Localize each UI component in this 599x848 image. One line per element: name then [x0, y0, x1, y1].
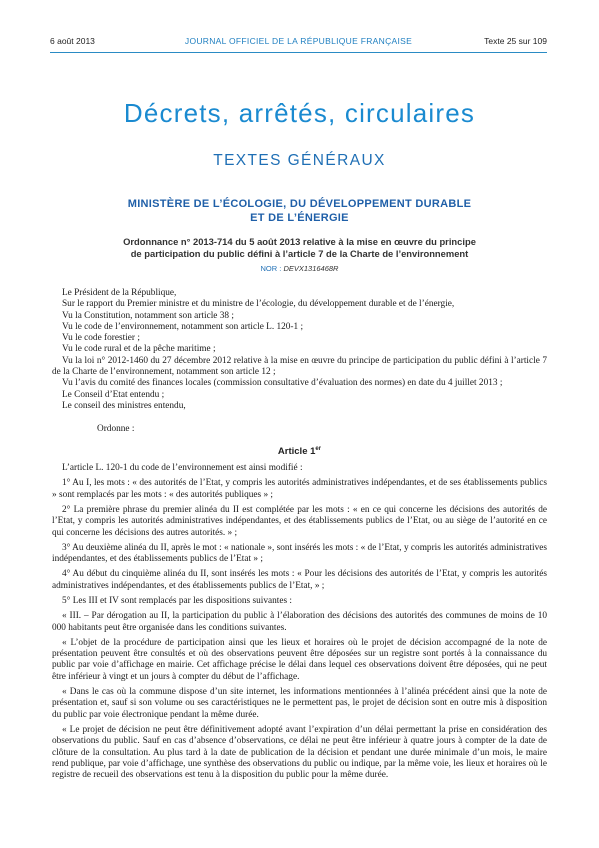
article-paragraph: « Le projet de décision ne peut être définitivement adopté avant l’expiration d’un délai permettant la prise en considération des observations du public. Sauf en cas d’absence d’observations, ce délai ne peut être inférieur à quatre jours à compter de la date de clôture de la consultation. Au plus tard à la date de publication de la décision et pendant une durée minimale d’un mois, le maire rend publique, par voie d’affichage, une synthèse des observations du public ou indique, par la même voie, les lieux et horaires où le registre de recueil des observations est tenu à la disposition du public pour la même durée. — [52, 724, 547, 781]
preamble-line: Vu le code forestier ; — [62, 333, 140, 344]
page-header — [50, 30, 547, 53]
article-paragraph: « Dans le cas où la commune dispose d’un site internet, les informations mentionnées à l’alinéa précédent ainsi que la note de présentation et, sauf si son volume ou ses caractéristiques ne le permettent pas, le projet de décision sont en outre mis à disposition du public par voie électronique pendant la même durée. — [52, 687, 547, 720]
preamble-line: Vu le code rural et de la pêche maritime ; — [62, 344, 216, 355]
article-superscript: er — [315, 445, 322, 452]
ordinance-title-line-2: de participation du public défini à l’article 7 de la Charte de l’environnement — [130, 248, 469, 259]
article-paragraph: L’article L. 120-1 du code de l’environnement est ainsi modifié : — [62, 463, 303, 474]
preamble-line: Vu la loi n° 2012-1460 du 27 décembre 2012 relative à la mise en œuvre du principe de participation du public défini à l’article 7 de la Charte de l’environnement, notamment son article 12 ; — [52, 355, 547, 378]
article-paragraph: 4° Au début du cinquième alinéa du II, sont insérés les mots : « Pour les décisions des autorités de l’Etat, y compris les autorités administratives indépendantes, et des établissements publics de l’Etat, » ; — [52, 569, 547, 591]
header-journal-title: JOURNAL OFFICIEL DE LA RÉPUBLIQUE FRANÇAISE — [184, 36, 413, 46]
ministry-line-2: ET DE L’ÉNERGIE — [250, 212, 349, 224]
preamble-line: Le conseil des ministres entendu, — [62, 400, 186, 411]
article-paragraph: 2° La première phrase du premier alinéa du II est complétée par les mots : « en ce qui concerne les décisions des autorités de l’Etat, y compris les autorités administratives indépendantes, et des établissements publics de l’Etat, ou au siège de l’autorité en ce qui concerne les décisions des autres autorités. » ; — [52, 504, 547, 538]
nor-value: DEVX1316468R — [283, 264, 339, 273]
preamble-line: Le Conseil d’Etat entendu ; — [62, 389, 165, 400]
nor-reference — [0, 264, 599, 273]
ordinance-title — [70, 236, 529, 260]
preamble-line: Sur le rapport du Premier ministre et du ministre de l’écologie, du développement durable et de l’énergie, — [62, 299, 455, 310]
article-paragraph: 1° Au I, les mots : « des autorités de l’Etat, y compris les autorités administratives indépendantes, et de ses établissements publics » sont remplacés par les mots : « des autorités publiques » ; — [52, 478, 547, 500]
preamble-line: Vu le code de l’environnement, notamment son article L. 120-1 ; — [62, 321, 304, 332]
header-text-reference: Texte 25 sur 109 — [484, 36, 547, 46]
ordinance-title-line-1: Ordonnance n° 2013-714 du 5 août 2013 relative à la mise en œuvre du principe — [123, 236, 476, 247]
preamble-line: Le Président de la République, — [62, 288, 177, 298]
ordonne-line: Ordonne : — [97, 424, 135, 435]
main-title: Décrets, arrêtés, circulaires — [123, 98, 476, 128]
ministry-heading — [60, 197, 539, 225]
article-paragraph: 5° Les III et IV sont remplacés par les dispositions suivantes : — [62, 595, 292, 606]
ministry-line-1: MINISTÈRE DE L’ÉCOLOGIE, DU DÉVELOPPEMENT DURABLE — [127, 198, 472, 210]
article-paragraph: 3° Au deuxième alinéa du II, après le mot : « nationale », sont insérés les mots : « de l’Etat, y compris les autorités administratives indépendantes, et des établissements publics de l’Etat » ; — [52, 542, 547, 565]
document-body — [52, 288, 547, 782]
preamble-line: Vu la Constitution, notamment son article 38 ; — [62, 310, 234, 321]
header-date: 6 août 2013 — [50, 36, 95, 46]
section-title: TEXTES GÉNÉRAUX — [213, 152, 386, 169]
article-label: Article 1 — [277, 445, 316, 457]
nor-label: NOR : — [260, 264, 282, 273]
article-paragraph: « III. – Par dérogation au II, la participation du public à l’élaboration des décisions des autorités des communes de moins de 10 000 habitants peut être organisée dans les conditions suivantes. — [52, 611, 547, 633]
article-paragraph: « L’objet de la procédure de participation ainsi que les lieux et horaires où le projet de décision accompagné de la note de présentation peuvent être consultés et où des observations peuvent être déposées sur un registre sont portés à la connaissance du public par voie d’affichage en mairie. Cet affichage précise le délai dans lequel ces observations doivent être déposées, qui ne peut être inférieur à vingt et un jours à compter du début de l’affichage. — [52, 637, 547, 682]
article-heading — [52, 444, 547, 457]
preamble-line: Vu l’avis du comité des finances locales (commission consultative d’évaluation des normes) en date du 4 juillet 2013 ; — [62, 378, 503, 389]
